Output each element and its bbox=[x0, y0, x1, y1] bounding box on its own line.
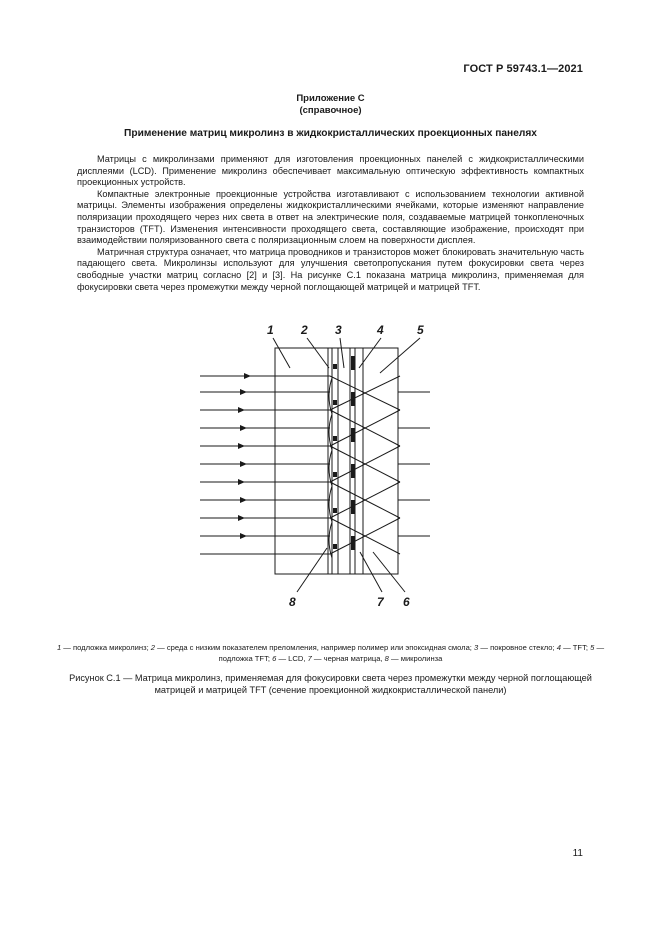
panel-outline bbox=[275, 348, 398, 574]
figure-label-1: 1 bbox=[267, 323, 274, 337]
legend-num-4: 4 bbox=[556, 643, 561, 652]
legend-text-2: — среда с низким показателем преломления, например полимер или эпоксидная смола; bbox=[155, 643, 475, 652]
figure-label-5: 5 bbox=[417, 323, 424, 337]
legend-num-8: 8 bbox=[384, 654, 389, 663]
legend-text-3: — покровное стекло; bbox=[478, 643, 557, 652]
legend-text-4: — TFT; bbox=[560, 643, 591, 652]
standard-header: ГОСТ Р 59743.1—2021 bbox=[463, 63, 583, 75]
body-text bbox=[77, 154, 584, 293]
paragraph-1: Матрицы с микролинзами применяют для изготовления проекционных панелей с жидкокристаллическими дисплеями (LCD). Применение микролинз обеспечивает максимальную оптическую эффективность компактных проекционных устройств. bbox=[77, 154, 584, 188]
legend-text-8: — микролинза bbox=[388, 654, 443, 663]
legend-num-7: 7 bbox=[307, 654, 312, 663]
figure-caption: Рисунок С.1 — Матрица микролинз, применяемая для фокусировки света через промежутки между черной поглощающей матрицей и матрицей TFT (сечение проекционной жидкокристаллической панели) bbox=[69, 673, 592, 695]
appendix-subtitle: (справочное) bbox=[299, 105, 362, 116]
legend-text-6: — LCD, bbox=[276, 654, 308, 663]
figure-label-6: 6 bbox=[403, 595, 410, 609]
legend-num-2: 2 bbox=[150, 643, 156, 652]
figure-label-4: 4 bbox=[377, 323, 384, 337]
figure-label-7: 7 bbox=[377, 595, 384, 609]
legend-text-7: — черная матрица, bbox=[311, 654, 385, 663]
legend-num-1: 1 bbox=[56, 643, 62, 652]
figure-legend bbox=[50, 642, 611, 664]
figure-label-8: 8 bbox=[289, 595, 296, 609]
page-number: 11 bbox=[572, 848, 583, 859]
paragraph-2: Компактные электронные проекционные устройства изготавливают с использованием технологии активной матрицы. Элементы изображения определены жидкокристаллическими ячейками, которые изменяют направление поляризации проходящего через них света в ответ на электрические поля, создаваемые матрицей тонкопленочных транзисторов (TFT). Изменения интенсивности проходящего света, составляющие изображение, происходят при взаимодействии поляризованного света с поляризационным слоем на поверхности дисплея. bbox=[77, 188, 584, 246]
figure-label-2: 2 bbox=[301, 323, 308, 337]
legend-num-5: 5 bbox=[590, 643, 595, 652]
microlens-panel-diagram bbox=[195, 318, 435, 613]
appendix-heading bbox=[0, 93, 661, 117]
legend-text-1: — подложка микролинз; bbox=[61, 643, 151, 652]
appendix-title: Приложение С bbox=[296, 93, 365, 104]
figure-c1 bbox=[195, 318, 435, 613]
tft-elements bbox=[351, 356, 355, 550]
legend-num-3: 3 bbox=[474, 643, 479, 652]
legend-text-5: — подложка TFT; bbox=[218, 643, 605, 663]
section-title: Применение матриц микролинз в жидкокристаллических проекционных панелях bbox=[124, 128, 537, 139]
figure-label-3: 3 bbox=[335, 323, 342, 337]
paragraph-3: Матричная структура означает, что матрица проводников и транзисторов может блокировать значительную часть падающего света. Микролинзы используют для улучшения светопропускания путем фокусировки света через свободные участки матриц согласно [2] и [3]. На рисунке С.1 показана матрица микролинз, применяемая для фокусировки света через промежутки между черной поглощающей матрицей и матрицей TFT. bbox=[77, 246, 584, 292]
legend-num-6: 6 bbox=[272, 654, 277, 663]
